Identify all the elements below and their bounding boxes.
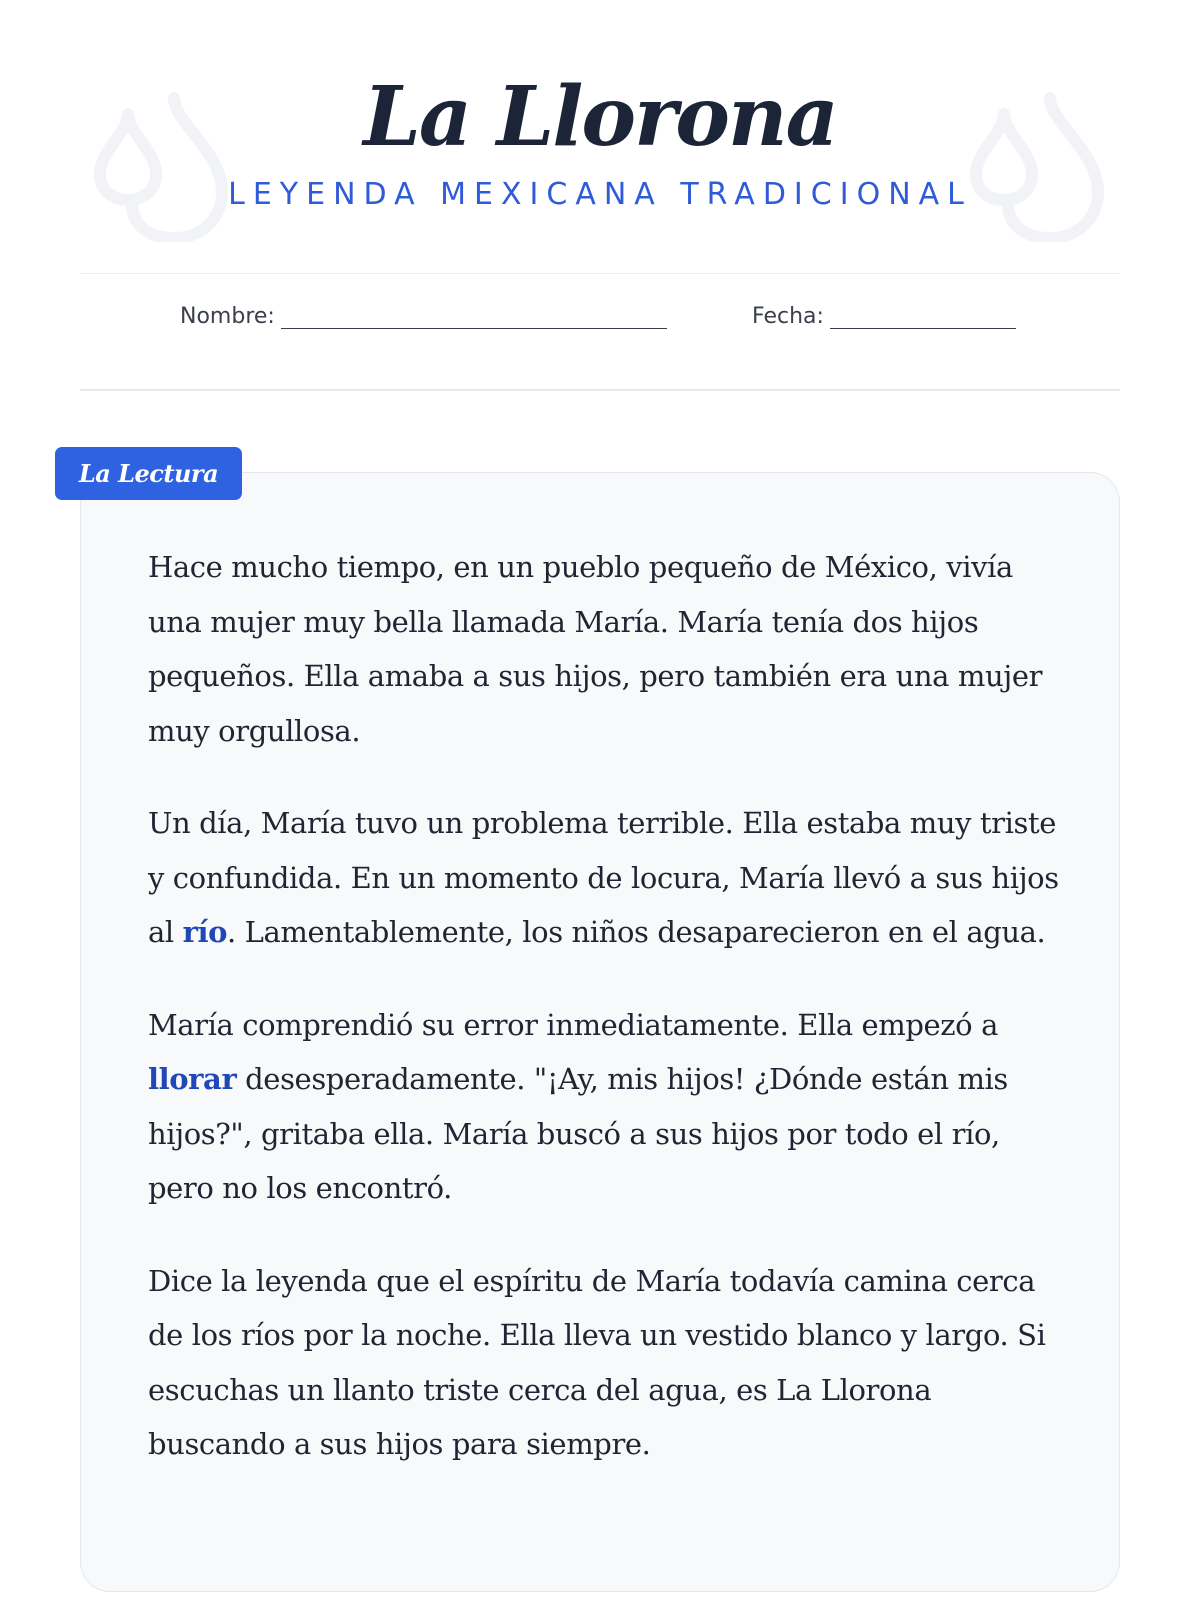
name-field[interactable] xyxy=(180,304,667,329)
name-label: Nombre: xyxy=(180,304,275,329)
reading-paragraph-3 xyxy=(148,998,1068,1216)
vocab-word-llorar: llorar xyxy=(148,1062,237,1096)
page-title: La Llorona xyxy=(363,69,837,165)
reading-text xyxy=(148,540,1068,1510)
vocab-word-rio: río xyxy=(182,915,228,949)
paragraph-3-text-b: desesperadamente. "¡Ay, mis hijos! ¿Dónde están mis hijos?", gritaba ella. María buscó a sus hijos por todo el río, pero no los encontró. xyxy=(148,1062,1008,1205)
date-field[interactable] xyxy=(752,304,1016,329)
paragraph-2-text-b: . Lamentablemente, los niños desaparecieron en el agua. xyxy=(227,915,1046,949)
fields-divider xyxy=(80,389,1120,391)
name-blank-line[interactable] xyxy=(281,308,667,329)
reading-paragraph-2 xyxy=(148,796,1068,960)
date-label: Fecha: xyxy=(752,304,824,329)
reading-paragraph-1: Hace mucho tiempo, en un pueblo pequeño de México, vivía una mujer muy bella llamada María. María tenía dos hijos pequeños. Ella amaba a sus hijos, pero también era una mujer muy orgullosa. xyxy=(148,550,1043,748)
section-tag: La Lectura xyxy=(55,447,242,500)
paragraph-2-text-a: Un día, María tuvo un problema terrible. Ella estaba muy triste y confundida. En un momento de locura, María llevó a sus hijos al xyxy=(148,806,1059,949)
header-divider xyxy=(80,273,1120,274)
paragraph-3-text-a: María comprendió su error inmediatamente. Ella empezó a xyxy=(148,1007,998,1042)
page-subtitle: LEYENDA MEXICANA TRADICIONAL xyxy=(228,177,972,212)
reading-paragraph-4: Dice la leyenda que el espíritu de María todavía camina cerca de los ríos por la noche. Ella lleva un vestido blanco y largo. Si escuchas un llanto triste cerca del agua, es La Llorona buscando a sus hijos para siempre. xyxy=(148,1263,1046,1461)
date-blank-line[interactable] xyxy=(830,308,1016,329)
